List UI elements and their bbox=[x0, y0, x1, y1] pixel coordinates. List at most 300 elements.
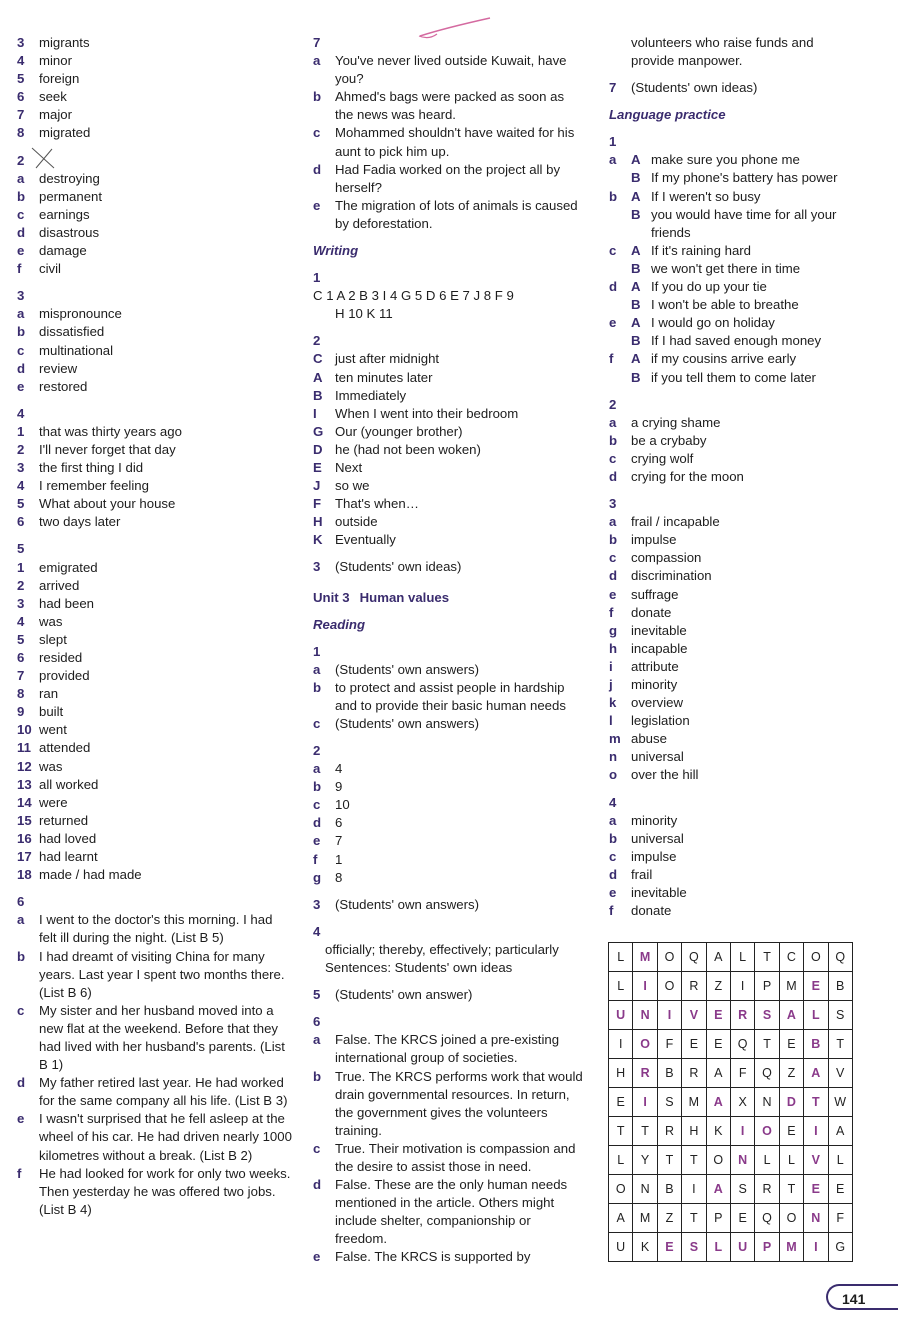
grid-row bbox=[609, 1059, 853, 1088]
grid-cell: Z bbox=[779, 1059, 803, 1088]
clause-b bbox=[631, 296, 859, 314]
grid-cell: E bbox=[828, 1175, 852, 1204]
clause-b-text: If my phone's battery has power bbox=[651, 170, 838, 186]
grid-cell: N bbox=[633, 1175, 657, 1204]
answer-row bbox=[609, 712, 859, 730]
grid-cell: I bbox=[633, 1088, 657, 1117]
answer-row bbox=[17, 378, 292, 396]
answer-text: resided bbox=[39, 650, 83, 665]
answer-text: Had Fadia worked on the project all by herself? bbox=[335, 161, 561, 195]
answer-key: 1 bbox=[17, 423, 25, 439]
answer-text: universal bbox=[631, 749, 684, 765]
answer-key: c bbox=[313, 715, 321, 731]
answer-key: a bbox=[609, 152, 617, 168]
answer-key: g bbox=[313, 869, 322, 885]
grid-cell: P bbox=[706, 1204, 730, 1233]
answer-text: I went to the doctor's this morning. I had felt ill during the night. (List B 5) bbox=[39, 912, 273, 946]
answer-key: e bbox=[17, 1111, 25, 1127]
grid-cell: D bbox=[779, 1088, 803, 1117]
grid-cell: E bbox=[804, 1175, 828, 1204]
answer-key: 5 bbox=[17, 496, 25, 512]
grid-cell: Q bbox=[682, 943, 706, 972]
exercise-number: 6 bbox=[17, 894, 25, 910]
grid-cell: L bbox=[609, 972, 633, 1001]
clause-a bbox=[631, 188, 859, 206]
grid-cell: B bbox=[804, 1030, 828, 1059]
answer-text: incapable bbox=[631, 640, 688, 656]
answer-row bbox=[609, 640, 859, 658]
answer-row bbox=[17, 577, 292, 595]
answer-row bbox=[17, 595, 292, 613]
grid-cell: F bbox=[657, 1030, 681, 1059]
answer-text: False. These are the only human needs mentioned in the article. Others might include shelter, companionship or freedom. bbox=[335, 1177, 568, 1247]
grid-cell: R bbox=[633, 1059, 657, 1088]
answer-text: permanent bbox=[39, 188, 103, 204]
answer-text: (Students' own answers) bbox=[335, 715, 479, 731]
answer-key: m bbox=[609, 731, 621, 747]
answer-row bbox=[17, 124, 292, 142]
answer-row bbox=[17, 613, 292, 631]
answer-key: 5 bbox=[313, 987, 321, 1003]
grid-cell: R bbox=[682, 972, 706, 1001]
grid-row bbox=[609, 972, 853, 1001]
grid-cell: W bbox=[828, 1088, 852, 1117]
answer-key: h bbox=[609, 640, 618, 656]
clause-b bbox=[631, 369, 859, 387]
answer-key: a bbox=[609, 812, 617, 828]
answer-key: 17 bbox=[17, 849, 32, 865]
answer-key: l bbox=[609, 713, 613, 729]
word-search-grid bbox=[608, 942, 853, 1262]
answer-text: civil bbox=[39, 261, 61, 277]
exercise-number: 1 bbox=[313, 643, 321, 659]
answer-row bbox=[313, 796, 583, 814]
answer-text: overview bbox=[631, 695, 684, 711]
answer-text: was bbox=[39, 613, 63, 629]
answer-text: that was thirty years ago bbox=[39, 423, 182, 439]
answer-text: went bbox=[39, 722, 67, 738]
grid-cell: G bbox=[828, 1233, 852, 1262]
answer-text: ten minutes later bbox=[335, 369, 433, 385]
answer-key: b bbox=[17, 188, 26, 204]
grid-cell: E bbox=[706, 1001, 730, 1030]
answer-text: returned bbox=[39, 812, 89, 828]
grid-row bbox=[609, 1233, 853, 1262]
grid-cell: E bbox=[804, 972, 828, 1001]
clause-b bbox=[631, 206, 859, 242]
clause-a bbox=[631, 278, 859, 296]
answer-key: 18 bbox=[17, 867, 32, 883]
grid-cell: E bbox=[609, 1088, 633, 1117]
answer-row bbox=[17, 34, 292, 52]
answer-row bbox=[17, 848, 292, 866]
grid-cell: O bbox=[706, 1146, 730, 1175]
label-a: A bbox=[631, 279, 641, 295]
answer-text: damage bbox=[39, 243, 87, 259]
answer-text: built bbox=[39, 704, 64, 720]
grid-row bbox=[609, 1030, 853, 1059]
answer-text: What about your house bbox=[39, 496, 176, 512]
answer-row bbox=[17, 260, 292, 278]
answer-key: 11 bbox=[17, 740, 31, 756]
answer-text: earnings bbox=[39, 206, 90, 222]
clause-a-text: If I weren't so busy bbox=[651, 188, 761, 204]
answer-text: (Students' own answers) bbox=[335, 661, 479, 677]
answer-row bbox=[313, 441, 583, 459]
grid-cell: Q bbox=[755, 1204, 779, 1233]
answer-row bbox=[313, 513, 583, 531]
grid-cell: I bbox=[730, 1117, 754, 1146]
answer-key: c bbox=[17, 206, 25, 222]
grid-cell: V bbox=[828, 1059, 852, 1088]
grid-cell: T bbox=[804, 1088, 828, 1117]
grid-cell: H bbox=[609, 1059, 633, 1088]
grid-cell: O bbox=[633, 1030, 657, 1059]
writing-1-line: H 10 K 11 bbox=[335, 306, 393, 322]
answer-row bbox=[609, 766, 859, 784]
answer-key: a bbox=[17, 306, 25, 322]
answer-key: e bbox=[313, 197, 321, 213]
column-1 bbox=[17, 34, 292, 1219]
answer-key: b bbox=[609, 532, 618, 548]
label-a: A bbox=[631, 351, 641, 367]
grid-cell: I bbox=[804, 1233, 828, 1262]
answer-key: e bbox=[609, 315, 617, 331]
answer-text: minority bbox=[631, 812, 678, 828]
grid-cell: T bbox=[779, 1175, 803, 1204]
answer-key: A bbox=[313, 369, 323, 385]
answer-text: slept bbox=[39, 631, 67, 647]
writing-1-line: C 1 A 2 B 3 I 4 G 5 D 6 E 7 J 8 F 9 bbox=[313, 288, 514, 304]
answer-row bbox=[313, 814, 583, 832]
answer-row bbox=[609, 812, 859, 830]
answer-row bbox=[17, 948, 292, 1002]
answer-key: 3 bbox=[313, 559, 321, 575]
answer-key: F bbox=[313, 496, 322, 512]
answer-row bbox=[313, 778, 583, 796]
answer-row bbox=[313, 459, 583, 477]
answer-key: 1 bbox=[17, 559, 25, 575]
answer-key: f bbox=[313, 851, 318, 867]
answer-text: True. The KRCS performs work that would drain governmental resources. In return, the government gives the volunteers training. bbox=[335, 1068, 583, 1138]
grid-row bbox=[609, 1088, 853, 1117]
answer-text: discrimination bbox=[631, 568, 712, 584]
answer-key: e bbox=[313, 833, 321, 849]
answer-row bbox=[609, 79, 859, 97]
answer-key: g bbox=[609, 622, 618, 638]
grid-cell: M bbox=[779, 1233, 803, 1262]
answer-row bbox=[17, 423, 292, 441]
answer-key: e bbox=[609, 586, 617, 602]
answer-key: f bbox=[609, 604, 614, 620]
exercise-number: 5 bbox=[17, 541, 25, 557]
answer-text: suffrage bbox=[631, 586, 679, 602]
answer-row bbox=[609, 676, 859, 694]
answer-key: b bbox=[609, 432, 618, 448]
grid-cell: T bbox=[609, 1117, 633, 1146]
answer-row bbox=[609, 468, 859, 486]
answer-row bbox=[313, 661, 583, 679]
answer-text: crying for the moon bbox=[631, 468, 744, 484]
grid-cell: F bbox=[730, 1059, 754, 1088]
answer-row bbox=[313, 88, 583, 124]
answer-row bbox=[313, 760, 583, 778]
answer-row bbox=[17, 721, 292, 739]
answer-text: inevitable bbox=[631, 622, 687, 638]
grid-cell: L bbox=[755, 1146, 779, 1175]
answer-key: 4 bbox=[17, 613, 25, 629]
answer-text: (Students' own ideas) bbox=[335, 559, 462, 575]
answer-key: d bbox=[313, 815, 322, 831]
grid-cell: U bbox=[609, 1001, 633, 1030]
label-b: B bbox=[631, 333, 641, 349]
answer-row bbox=[17, 631, 292, 649]
answer-key: 4 bbox=[17, 53, 25, 69]
answer-row bbox=[609, 730, 859, 748]
clause-b-text: I won't be able to breathe bbox=[651, 297, 799, 313]
grid-cell: O bbox=[779, 1204, 803, 1233]
grid-cell: I bbox=[730, 972, 754, 1001]
answer-row bbox=[609, 622, 859, 640]
answer-key: a bbox=[609, 414, 617, 430]
grid-cell: T bbox=[828, 1030, 852, 1059]
answer-text: donate bbox=[631, 903, 672, 919]
answer-key: c bbox=[313, 1140, 321, 1156]
grid-row bbox=[609, 943, 853, 972]
continued-text: volunteers who raise funds and provide manpower. bbox=[631, 35, 814, 69]
answer-key: 3 bbox=[313, 896, 321, 912]
answer-row bbox=[17, 911, 292, 947]
exercise-number: 2 bbox=[313, 333, 321, 349]
answer-row bbox=[609, 450, 859, 468]
answer-key: 14 bbox=[17, 794, 32, 810]
answer-row bbox=[609, 586, 859, 604]
answer-key: b bbox=[313, 779, 322, 795]
answer-key: J bbox=[313, 478, 321, 494]
answer-text: 9 bbox=[335, 779, 343, 795]
answer-key: d bbox=[313, 161, 322, 177]
answer-row bbox=[313, 477, 583, 495]
answer-row bbox=[17, 224, 292, 242]
answer-row bbox=[313, 851, 583, 869]
answer-row bbox=[17, 206, 292, 224]
grid-cell: I bbox=[609, 1030, 633, 1059]
unit-number: Unit 3 bbox=[313, 589, 350, 605]
answer-key: I bbox=[313, 405, 317, 421]
grid-cell: B bbox=[657, 1175, 681, 1204]
answer-text: Our (younger brother) bbox=[335, 423, 463, 439]
answer-text: restored bbox=[39, 378, 88, 394]
grid-cell: C bbox=[779, 943, 803, 972]
answer-text: mispronounce bbox=[39, 306, 122, 322]
answer-key: 3 bbox=[17, 595, 25, 611]
answer-row bbox=[609, 350, 859, 386]
answer-row bbox=[17, 794, 292, 812]
answer-row bbox=[609, 314, 859, 350]
answer-text: minority bbox=[631, 677, 678, 692]
answer-key: 7 bbox=[609, 80, 617, 96]
grid-cell: O bbox=[804, 943, 828, 972]
answer-key: a bbox=[17, 170, 25, 186]
label-b: B bbox=[631, 260, 641, 276]
label-a: A bbox=[631, 188, 641, 204]
answer-text: Eventually bbox=[335, 532, 396, 548]
grid-cell: Q bbox=[755, 1059, 779, 1088]
clause-b-text: you would have time for all your friends bbox=[651, 206, 837, 240]
answer-text: donate bbox=[631, 604, 672, 620]
grid-cell: K bbox=[633, 1233, 657, 1262]
grid-cell: A bbox=[706, 943, 730, 972]
answer-row bbox=[313, 369, 583, 387]
grid-cell: F bbox=[828, 1204, 852, 1233]
grid-cell: S bbox=[828, 1001, 852, 1030]
clause-a-text: make sure you phone me bbox=[651, 152, 800, 168]
answer-row bbox=[17, 360, 292, 378]
grid-cell: L bbox=[828, 1146, 852, 1175]
answer-row bbox=[17, 1074, 292, 1110]
answer-key: 3 bbox=[17, 35, 25, 50]
exercise-number: 3 bbox=[17, 288, 25, 304]
grid-cell: X bbox=[730, 1088, 754, 1117]
grid-cell: Q bbox=[730, 1030, 754, 1059]
answer-text: frail / incapable bbox=[631, 514, 720, 530]
grid-cell: V bbox=[804, 1146, 828, 1175]
grid-cell: L bbox=[730, 943, 754, 972]
grid-cell: O bbox=[609, 1175, 633, 1204]
clause-a bbox=[631, 350, 859, 368]
answer-key: b bbox=[609, 830, 618, 846]
answer-text: dissatisfied bbox=[39, 324, 105, 340]
grid-row bbox=[609, 1175, 853, 1204]
answer-text: the first thing I did bbox=[39, 460, 144, 476]
answer-row bbox=[609, 694, 859, 712]
grid-cell: O bbox=[657, 943, 681, 972]
grid-cell: M bbox=[633, 1204, 657, 1233]
label-a: A bbox=[631, 152, 641, 168]
answer-key: d bbox=[17, 1075, 26, 1091]
answer-text: Immediately bbox=[335, 387, 407, 403]
answer-text: migrants bbox=[39, 35, 90, 50]
grid-cell: N bbox=[633, 1001, 657, 1030]
answer-row bbox=[17, 703, 292, 721]
grid-cell: U bbox=[609, 1233, 633, 1262]
answer-text: 7 bbox=[335, 833, 343, 849]
answer-key: a bbox=[313, 661, 321, 677]
answer-row bbox=[17, 866, 292, 884]
exercise-number: 4 bbox=[313, 923, 321, 939]
grid-cell: N bbox=[730, 1146, 754, 1175]
answer-text: 10 bbox=[335, 797, 350, 813]
answer-row bbox=[17, 1002, 292, 1074]
answer-row bbox=[609, 242, 859, 278]
answer-text: frail bbox=[631, 866, 653, 882]
answer-row bbox=[609, 549, 859, 567]
grid-cell: T bbox=[633, 1117, 657, 1146]
label-b: B bbox=[631, 206, 641, 222]
column-3 bbox=[609, 34, 859, 920]
grid-cell: R bbox=[657, 1117, 681, 1146]
answer-key: e bbox=[313, 1249, 321, 1265]
answer-key: o bbox=[609, 767, 618, 783]
answer-key: c bbox=[17, 1002, 25, 1018]
answer-text: seek bbox=[39, 89, 67, 105]
answer-text: arrived bbox=[39, 577, 80, 593]
answer-row bbox=[609, 567, 859, 585]
exercise-number: 1 bbox=[609, 134, 617, 150]
answer-key: 6 bbox=[17, 650, 25, 665]
grid-cell: U bbox=[730, 1233, 754, 1262]
answer-row bbox=[17, 188, 292, 206]
answer-key: i bbox=[609, 658, 613, 674]
answer-text: to protect and assist people in hardship and to provide their basic human needs bbox=[335, 679, 566, 713]
answer-text: be a crybaby bbox=[631, 432, 707, 448]
answer-text: so we bbox=[335, 478, 370, 494]
answer-key: f bbox=[17, 261, 22, 277]
grid-cell: L bbox=[609, 943, 633, 972]
answer-row bbox=[609, 848, 859, 866]
answer-row bbox=[17, 739, 292, 757]
answer-row bbox=[17, 649, 292, 667]
grid-cell: I bbox=[682, 1175, 706, 1204]
answer-key: d bbox=[609, 568, 618, 584]
answer-row bbox=[313, 1248, 583, 1266]
clause-b-text: if you tell them to come later bbox=[651, 369, 816, 385]
answer-key: 5 bbox=[17, 631, 25, 647]
answer-row bbox=[609, 604, 859, 622]
label-b: B bbox=[631, 170, 641, 186]
answer-key: 3 bbox=[17, 460, 25, 476]
column-2 bbox=[313, 34, 583, 1267]
answer-row bbox=[17, 459, 292, 477]
grid-cell: T bbox=[657, 1146, 681, 1175]
answer-text: That's when… bbox=[335, 496, 419, 512]
answer-text: abuse bbox=[631, 731, 667, 747]
answer-row bbox=[17, 559, 292, 577]
clause-b bbox=[631, 332, 859, 350]
answer-text: major bbox=[39, 107, 72, 123]
answer-text: 1 bbox=[335, 851, 343, 867]
answer-text: (Students' own answers) bbox=[335, 896, 479, 912]
answer-key: c bbox=[17, 342, 25, 358]
grid-row bbox=[609, 1146, 853, 1175]
answer-row bbox=[609, 414, 859, 432]
answer-text: attended bbox=[39, 740, 91, 756]
answer-key: f bbox=[609, 351, 614, 367]
grid-cell: A bbox=[804, 1059, 828, 1088]
grid-cell: H bbox=[682, 1117, 706, 1146]
answer-row bbox=[17, 88, 292, 106]
answer-key: f bbox=[17, 1165, 22, 1181]
answer-text: inevitable bbox=[631, 885, 687, 901]
answer-key: f bbox=[609, 903, 614, 919]
answer-row bbox=[313, 558, 583, 576]
answer-key: 13 bbox=[17, 776, 32, 792]
answer-key: H bbox=[313, 514, 323, 530]
clause-b bbox=[631, 260, 859, 278]
answer-row bbox=[313, 1176, 583, 1248]
answer-text: he (had not been woken) bbox=[335, 441, 481, 457]
exercise-number: 2 bbox=[313, 743, 321, 758]
answer-text: I remember feeling bbox=[39, 478, 149, 494]
grid-cell: I bbox=[657, 1001, 681, 1030]
writing-heading: Writing bbox=[313, 243, 359, 259]
answer-row bbox=[313, 679, 583, 715]
answer-text: all worked bbox=[39, 776, 99, 792]
answer-key: b bbox=[17, 324, 26, 340]
answer-key: D bbox=[313, 441, 323, 457]
answer-text: impulse bbox=[631, 532, 677, 548]
answer-text: a crying shame bbox=[631, 414, 721, 430]
